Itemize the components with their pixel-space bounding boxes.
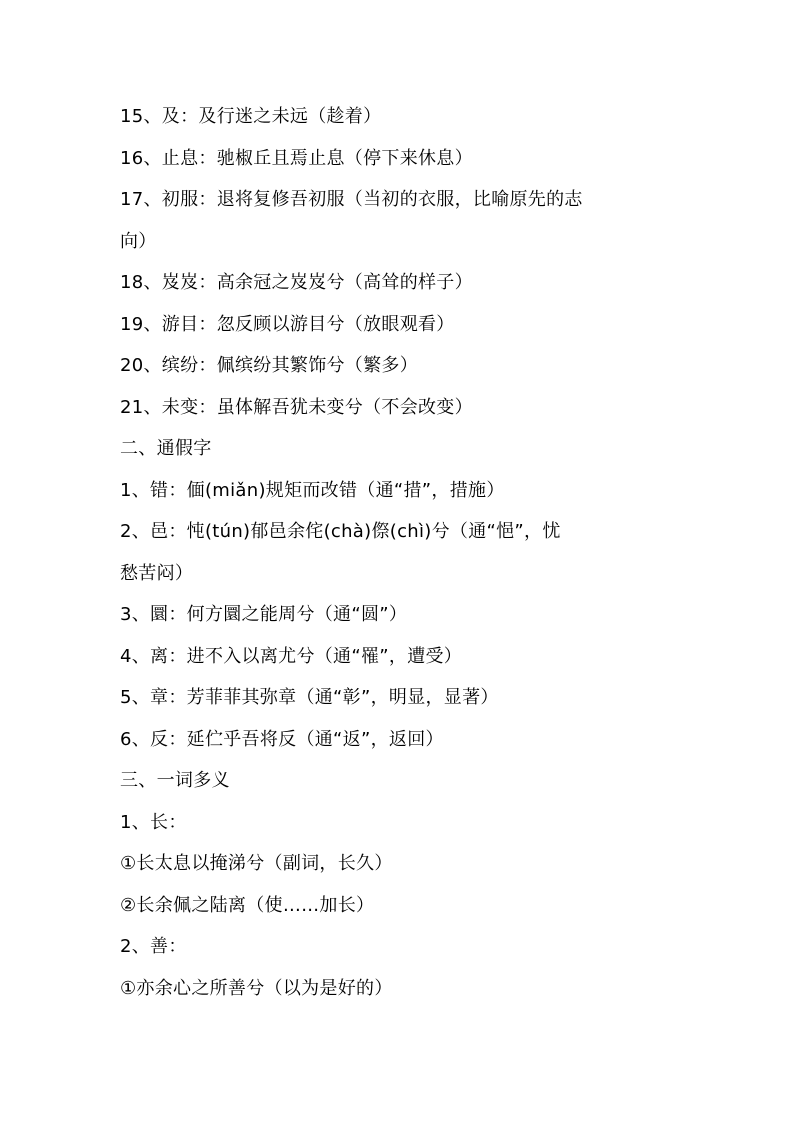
- document-body: [120, 96, 680, 1009]
- section-heading-tongjiazi: 二、通假字: [120, 438, 212, 459]
- tongjia-item-5: 5、章：芳菲菲其弥章（通“彰”，明显，显著）: [120, 687, 499, 708]
- vocab-item-19: 19、游目：忽反顾以游目兮（放眼观看）: [120, 313, 455, 335]
- vocab-item-17-continued: 向）: [120, 230, 157, 252]
- tongjia-item-3: 3、圜：何方圜之能周兮（通“圆”）: [120, 604, 408, 625]
- vocab-item-16: 16、止息：驰椒丘且焉止息（停下来休息）: [120, 147, 473, 169]
- polysemy-item-1: 1、长：: [120, 811, 187, 833]
- vocab-item-21: 21、未变：虽体解吾犹未变兮（不会改变）: [120, 396, 473, 418]
- tongjia-item-2: 2、邑：忳(tún)郁邑余侘(chà)傺(chì)兮（通“悒”，忧: [120, 521, 561, 542]
- polysemy-1-sense-1: ①长太息以掩涕兮（副词，长久）: [120, 853, 393, 874]
- polysemy-2-sense-1: ①亦余心之所善兮（以为是好的）: [120, 977, 393, 999]
- polysemy-1-sense-2: ②长余佩之陆离（使……加长）: [120, 894, 375, 916]
- vocab-item-18: 18、岌岌：高余冠之岌岌兮（高耸的样子）: [120, 272, 473, 293]
- tongjia-item-2-continued: 愁苦闷）: [120, 562, 194, 584]
- vocab-item-20: 20、缤纷：佩缤纷其繁饰兮（繁多）: [120, 355, 419, 376]
- tongjia-item-6: 6、反：延伫乎吾将反（通“返”，返回）: [120, 728, 444, 750]
- section-heading-yiciduoyi: 三、一词多义: [120, 770, 230, 791]
- vocab-item-17: 17、初服：退将复修吾初服（当初的衣服，比喻原先的志: [120, 189, 583, 210]
- vocab-item-15: 15、及：及行迷之未远（趁着）: [120, 106, 382, 127]
- polysemy-item-2: 2、善：: [120, 936, 187, 957]
- tongjia-item-1: 1、错：偭(miǎn)规矩而改错（通“措”，措施）: [120, 479, 505, 501]
- tongjia-item-4: 4、离：进不入以离尤兮（通“罹”，遭受）: [120, 645, 463, 667]
